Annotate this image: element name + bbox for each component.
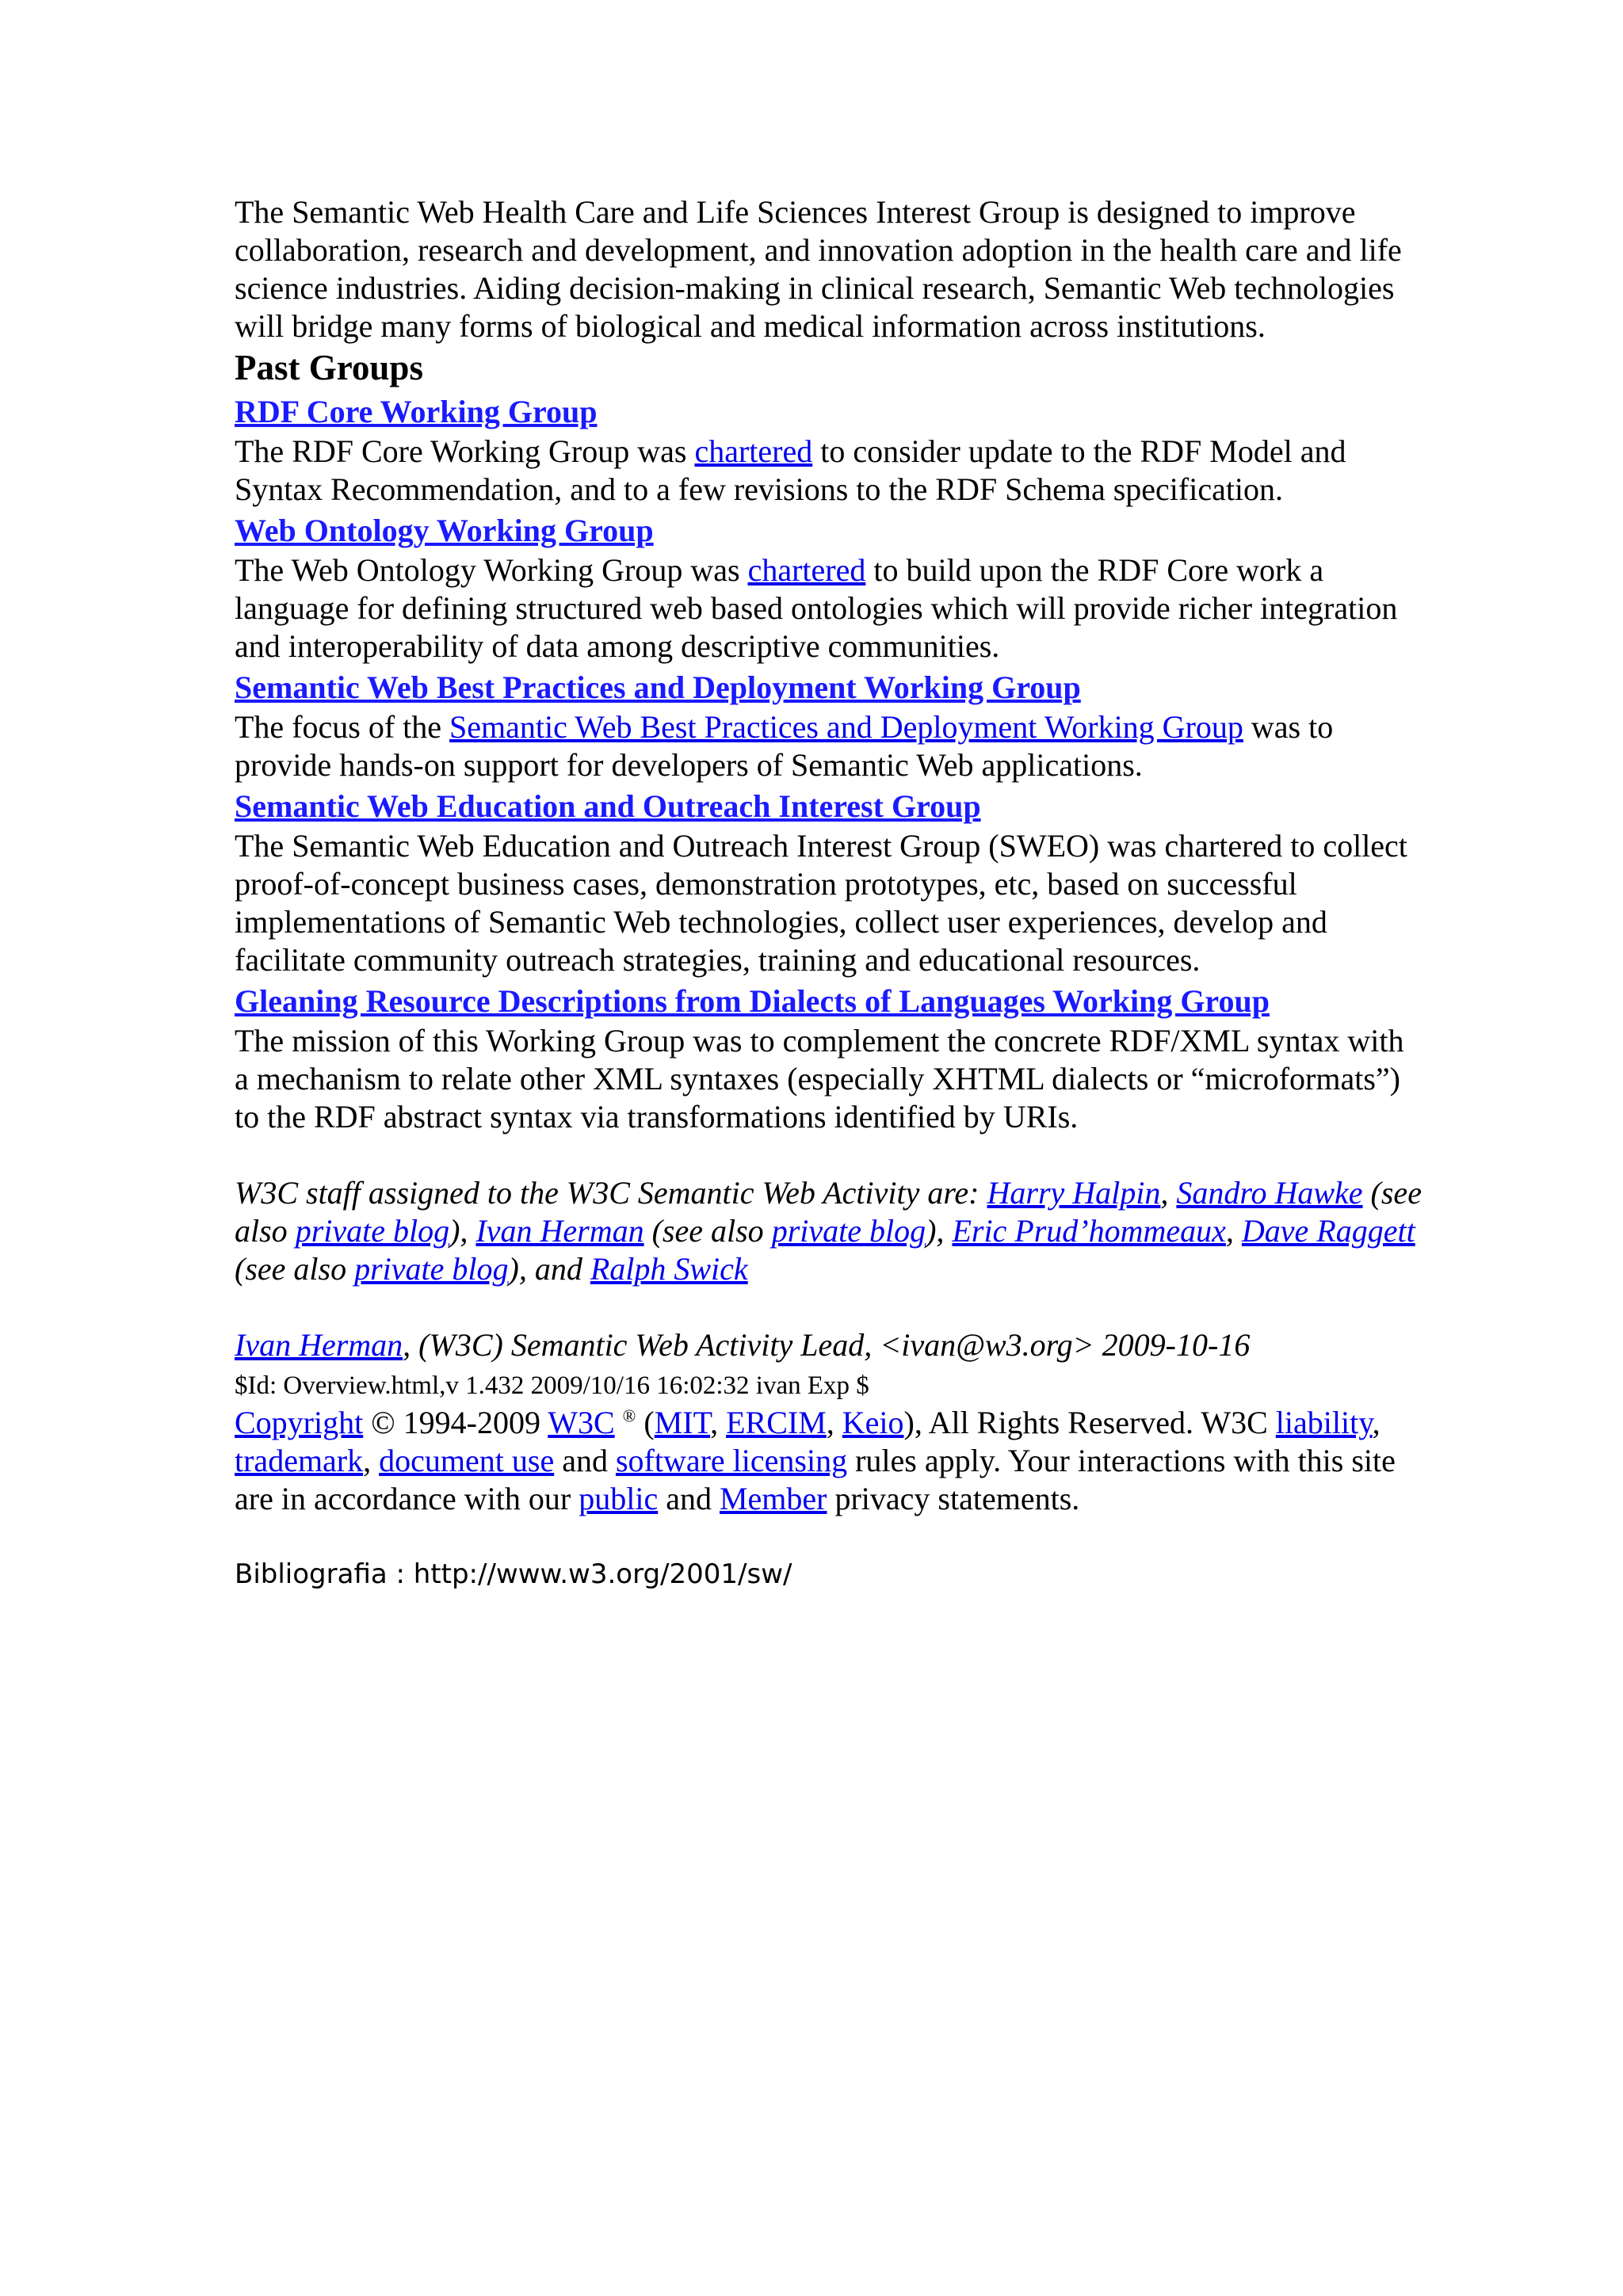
sweo-heading (235, 786, 1423, 827)
w3c-link[interactable]: W3C (548, 1405, 615, 1440)
liability-link[interactable]: liability (1275, 1405, 1373, 1440)
eric-prudhommeaux-link[interactable]: Eric Prud’hommeaux (952, 1213, 1226, 1249)
rdf-core-heading (235, 391, 1423, 433)
sweo-heading-link[interactable]: Semantic Web Education and Outreach Interest Group (235, 788, 981, 824)
rdf-core-heading-link[interactable]: RDF Core Working Group (235, 394, 598, 429)
web-ontology-chartered-link[interactable]: chartered (747, 552, 866, 588)
swbpd-heading (235, 667, 1423, 708)
grddl-description: The mission of this Working Group was to complement the concrete RDF/XML syntax with a mechanism to relate other XML syntaxes (especially XHTML dialects or “microformats”) to the RDF abstract syntax via transformations identified by URIs. (235, 1023, 1404, 1135)
sandro-hawke-link[interactable]: Sandro Hawke (1176, 1175, 1363, 1211)
rcs-id-line: $Id: Overview.html,v 1.432 2009/10/16 16:02:32 ivan Exp $ (235, 1371, 869, 1400)
harry-halpin-link[interactable]: Harry Halpin (987, 1175, 1161, 1211)
keio-link[interactable]: Keio (842, 1405, 904, 1440)
swbpd-description: The focus of the Semantic Web Best Practices and Deployment Working Group was to provide hands-on support for developers of Semantic Web applications. (235, 709, 1334, 783)
ivan-herman-link[interactable]: Ivan Herman (475, 1213, 644, 1249)
web-ontology-heading (235, 510, 1423, 551)
rdf-core-description: The RDF Core Working Group was chartered to consider update to the RDF Model and Syntax Recommendation, and to a few revisions to the RDF Schema specification. (235, 433, 1346, 507)
document-use-link[interactable]: document use (379, 1443, 555, 1478)
sweo-description: The Semantic Web Education and Outreach Interest Group (SWEO) was chartered to collect proof-of-concept business cases, demonstration prototypes, etc, based on successful implementations of Semantic Web technologies, collect user experiences, develop and facilitate community outreach strategies, training and educational resources. (235, 828, 1407, 978)
intro-paragraph: The Semantic Web Health Care and Life Sciences Interest Group is designed to improve collaboration, research and development, and innovation adoption in the health care and life science industries. Aiding decision-making in clinical research, Semantic Web technologies will bridge many forms of biological and medical information across institutions. (235, 194, 1402, 344)
trademark-link[interactable]: trademark (235, 1443, 364, 1478)
signature-ivan-herman-link[interactable]: Ivan Herman (235, 1327, 403, 1363)
web-ontology-heading-link[interactable]: Web Ontology Working Group (235, 513, 654, 548)
swbpd-heading-link[interactable]: Semantic Web Best Practices and Deployment Working Group (235, 669, 1081, 705)
staff-paragraph: W3C staff assigned to the W3C Semantic Web Activity are: Harry Halpin, Sandro Hawke (see also private blog), Ivan Herman (see also private blog), Eric Prud’hommeaux, Dave Raggett (see also private blog), and Ralph Swick (235, 1175, 1422, 1287)
grddl-heading (235, 981, 1423, 1022)
public-privacy-link[interactable]: public (579, 1481, 659, 1516)
software-licensing-link[interactable]: software licensing (615, 1443, 848, 1478)
ralph-swick-link[interactable]: Ralph Swick (590, 1251, 748, 1287)
past-groups-title: Past Groups (235, 348, 423, 387)
copyright-paragraph: Copyright © 1994-2009 W3C ® (MIT, ERCIM, Keio), All Rights Reserved. W3C liability, trademark, document use and software licensing rules apply. Your interactions with this site are in accordance with our public and Member privacy statements. (235, 1405, 1396, 1516)
sandro-blog-link[interactable]: private blog (295, 1213, 450, 1249)
rdf-core-chartered-link[interactable]: chartered (694, 433, 813, 469)
member-privacy-link[interactable]: Member (719, 1481, 827, 1516)
copyright-link[interactable]: Copyright (235, 1405, 364, 1440)
mit-link[interactable]: MIT (654, 1405, 711, 1440)
ercim-link[interactable]: ERCIM (726, 1405, 827, 1440)
registered-mark: ® (622, 1405, 636, 1426)
web-ontology-description: The Web Ontology Working Group was chartered to build upon the RDF Core work a language for defining structured web based ontologies which will provide richer integration and interoperability of data among descriptive communities. (235, 552, 1398, 664)
grddl-heading-link[interactable]: Gleaning Resource Descriptions from Dialects of Languages Working Group (235, 983, 1270, 1019)
swbpd-inline-link[interactable]: Semantic Web Best Practices and Deployment Working Group (449, 709, 1243, 745)
ivan-blog-link[interactable]: private blog (771, 1213, 926, 1249)
dave-raggett-link[interactable]: Dave Raggett (1241, 1213, 1415, 1249)
document-page (235, 193, 1423, 1592)
bibliography-line: Bibliografia : http://www.w3.org/2001/sw/ (235, 1558, 792, 1590)
dave-blog-link[interactable]: private blog (354, 1251, 509, 1287)
signature-line: Ivan Herman, (W3C) Semantic Web Activity Lead, <ivan@w3.org> 2009-10-16 (235, 1327, 1251, 1363)
